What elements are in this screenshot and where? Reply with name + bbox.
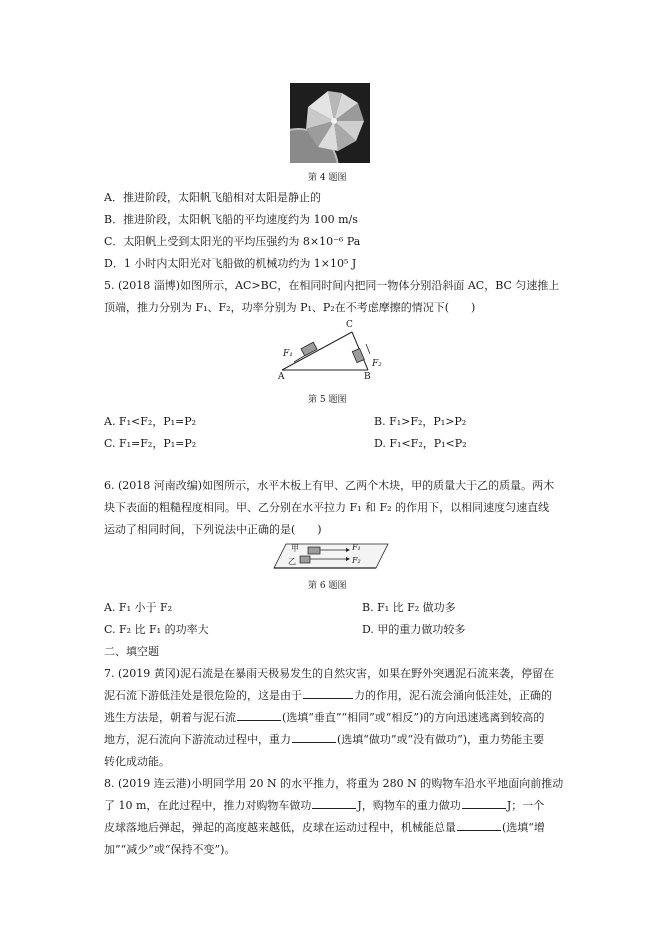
q7-blank-3[interactable] [292,731,336,743]
q8-line1: 8. (2019 连云港)小明同学用 20 N 的水平推力，将重为 280 N 的购物车沿水平地面向前推动 [104,777,564,790]
q6-option-a: A. F₁ 小于 F₂ [104,601,173,614]
q7-blank-1[interactable] [303,687,353,699]
q5-label-a: A [278,372,285,382]
q6-option-c: C. F₂ 比 F₁ 的功率大 [104,623,209,636]
q4-option-c: C．太阳帆上受到太阳光的平均压强约为 8×10⁻⁶ Pa [104,235,361,248]
q5-stem-line2: 顶端，推力分别为 F₁、F₂，功率分别为 P₁、P₂在不考虑摩擦的情况下( ) [104,301,476,314]
q6-stem-line2: 块下表面的粗糙程度相同。甲、乙分别在水平拉力 F₁ 和 F₂ 的作用下，以相同速度匀速直线 [104,501,550,514]
q4-option-b: B．推进阶段，太阳帆飞船的平均速度约为 100 m/s [104,213,358,226]
q8-blank-2[interactable] [462,797,506,809]
q8-line3-text-b: (选填“增 [502,821,545,834]
q8-line4: 加”“减少”或“保持不变”)。 [104,843,236,856]
q5-option-b: B. F₁>F₂，P₁>P₂ [374,415,467,428]
q8-line2-text-b: J，购物车的重力做功 [357,799,461,812]
q5-stem-line1: 5. (2018 淄博)如图所示，AC>BC，在相同时间内把同一物体分别沿斜面 AC，BC 匀速推上 [104,279,560,292]
q7-line4 [104,730,544,750]
q5-label-b: B [364,372,371,382]
q5-label-c: C [346,320,353,330]
fig4-caption: 第 4 题图 [308,173,347,183]
q6-label-f2: F₂ [352,556,361,565]
q6-option-d: D. 甲的重力做功较多 [362,623,466,636]
section-fill-in-title: 二、填空题 [104,645,159,658]
q8-line2 [104,796,544,816]
q8-line3-text-a: 皮球落地后弹起，弹起的高度越来越低，皮球在运动过程中，机械能总量 [104,821,456,834]
q7-line4-text-a: 地方，泥石流向下游流动过程中，重力 [104,733,291,746]
q6-stem-line3: 运动了相同时间，下列说法中正确的是( ) [104,523,322,536]
q6-stem-line1: 6. (2018 河南改编)如图所示，水平木板上有甲、乙两个木块，甲的质量大于乙的质量。两木 [104,479,555,492]
q5-option-d: D. F₁<F₂，P₁<P₂ [374,437,467,450]
q5-label-f1: F₁ [283,349,293,359]
solar-sail-photo [290,83,370,163]
q7-line1: 7. (2019 黄冈)泥石流是在暴雨天极易发生的自然灾害，如果在野外突遇泥石流来袭，停留在 [104,667,555,680]
q7-line3-text-a: 逃生方法是，朝着与泥石流 [104,711,236,724]
q7-line4-text-b: (选填“做功”或“没有做功”)，重力势能主要 [337,733,545,746]
q8-line2-text-c: J；一个 [506,799,545,812]
q8-blank-3[interactable] [457,819,501,831]
q7-line2-text-b: 力的作用，泥石流会涌向低洼处，正确的 [354,689,552,702]
q5-caption: 第 5 题图 [308,395,347,405]
q7-line3 [104,708,544,728]
q7-line3-text-b: (选填“垂直”“相同”或“相反”)的方向迅速逃离到较高的 [282,711,545,724]
q8-line2-text-a: 了 10 m，在此过程中，推力对购物车做功 [104,799,312,812]
q8-line3 [104,818,545,838]
q8-blank-1[interactable] [312,797,356,809]
q5-option-c: C. F₁=F₂，P₁=P₂ [104,437,197,450]
q7-line2 [104,686,552,706]
q6-label-yi: 乙 [288,557,296,566]
q7-line2-text-a: 泥石流下游低洼处是很危险的，这是由于 [104,689,302,702]
q5-option-a: A. F₁<F₂，P₁=P₂ [104,415,197,428]
q7-line5: 转化成动能。 [104,755,170,768]
q4-option-d: D．1 小时内太阳光对飞船做的机械功约为 1×10⁵ J [104,257,357,270]
q6-label-jia: 甲 [291,544,299,553]
q4-option-a: A．推进阶段，太阳帆飞船相对太阳是静止的 [104,191,321,204]
q7-blank-2[interactable] [237,709,281,721]
q6-label-f1: F₁ [352,543,361,552]
q6-option-b: B. F₁ 比 F₂ 做功多 [362,601,456,614]
q5-label-f2: F₂ [372,359,382,369]
q6-caption: 第 6 题图 [308,581,347,591]
